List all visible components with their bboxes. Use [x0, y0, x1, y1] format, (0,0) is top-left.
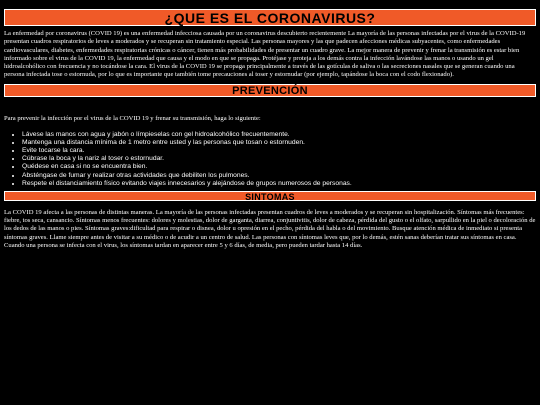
prevention-title: PREVENCIÓN — [232, 84, 308, 97]
prevention-item: • Mantenga una distancia mínima de 1 metro entre usted y las personas que tosan o estornuden. — [22, 139, 536, 147]
main-title: ¿QUE ES EL CORONAVIRUS? — [164, 10, 376, 26]
prevention-item: • Respete el distanciamiento físico evitando viajes innecesarios y alejándose de grupos numerosos de personas. — [22, 180, 536, 188]
prevention-item: • Quédese en casa si no se encuentra bien. — [22, 163, 536, 171]
prevention-item: • Absténgase de fumar y realizar otras actividades que debiliten los pulmones. — [22, 172, 536, 180]
prevention-item: • Cúbrase la boca y la nariz al toser o estornudar. — [22, 155, 536, 163]
symptoms-title-banner — [4, 191, 536, 201]
prevention-item: • Evite tocarse la cara. — [22, 147, 536, 155]
prevention-lead: Para prevenir la infección por el virus de la COVID 19 y frenar su transmisión, haga lo siguiente: — [4, 114, 261, 122]
prevention-title-banner — [4, 84, 536, 97]
symptoms-paragraph: La COVID 19 afecta a las personas de distintas maneras. La mayoría de las personas infectadas presentan cuadros de leves a moderados y se recuperan sin hospitalización. Síntomas más frecuentes: fiebre, tos seca, cansancio. Síntomas menos frecuentes: dolores y molestias, dolor de garganta, diarrea, conjuntivitis, dolor de cabeza, pérdida del gusto o el olfato, sarpullido en la piel o decoloración de los dedos de las manos o pies. Síntomas graves:dificultad para respirar o disnea, dolor u opresión en el pecho, pérdida del habla o del movimiento. Busque atención médica de inmediato si presenta síntomas graves. Llame siempre antes de visitar a su médico o de acudir a un centro de salud. Las personas con síntomas leves que, por lo demás, estén sanas deberían tratar sus síntomas en casa. Cuando una persona se infecta con el virus, los síntomas tardan en aparecer entre 5 y 6 días, de media, pero pueden tardar hasta 14 días. — [4, 208, 536, 249]
page — [0, 9, 540, 405]
prevention-item: • Lávese las manos con agua y jabón o límpieselas con gel hidroalcohólico frecuentemente. — [22, 131, 536, 139]
symptoms-title: SINTOMAS — [245, 191, 295, 202]
prevention-list — [4, 131, 536, 188]
intro-paragraph: La enfermedad por coronavirus (COVID 19) es una enfermedad infecciosa causada por un coronavirus descubierto recientemente La mayoría de las personas infectadas por el virus de la COVID-19 presentan cuadros respiratorios de leves a moderados y se recuperan sin tratamiento especial. Las personas mayores y las que padecen afecciones médicas subyacentes, como enfermedades cardiovasculares, diabetes, enfermedades respiratorias crónicas o cáncer, tienen más probabilidades de presentar un cuadro grave. La mejor manera de prevenir y frenar la transmisión es estar bien informado sobre el virus de la COVID 19, la enfermedad que causa y el modo en que se propaga. Protéjase y proteja a los demás contra la infección lavándose las manos o usando un gel hidroalcohólico con frecuencia y no tocándose la cara. El virus de la COVID 19 se propaga principalmente a través de las gotículas de saliva o las secreciones nasales que se generan cuando una persona infectada tose o estornuda, por lo que es importante que también tome precauciones al toser y estornudar (por ejemplo, tapándose la boca con el codo flexionado). — [4, 30, 526, 79]
main-title-banner — [4, 9, 536, 26]
